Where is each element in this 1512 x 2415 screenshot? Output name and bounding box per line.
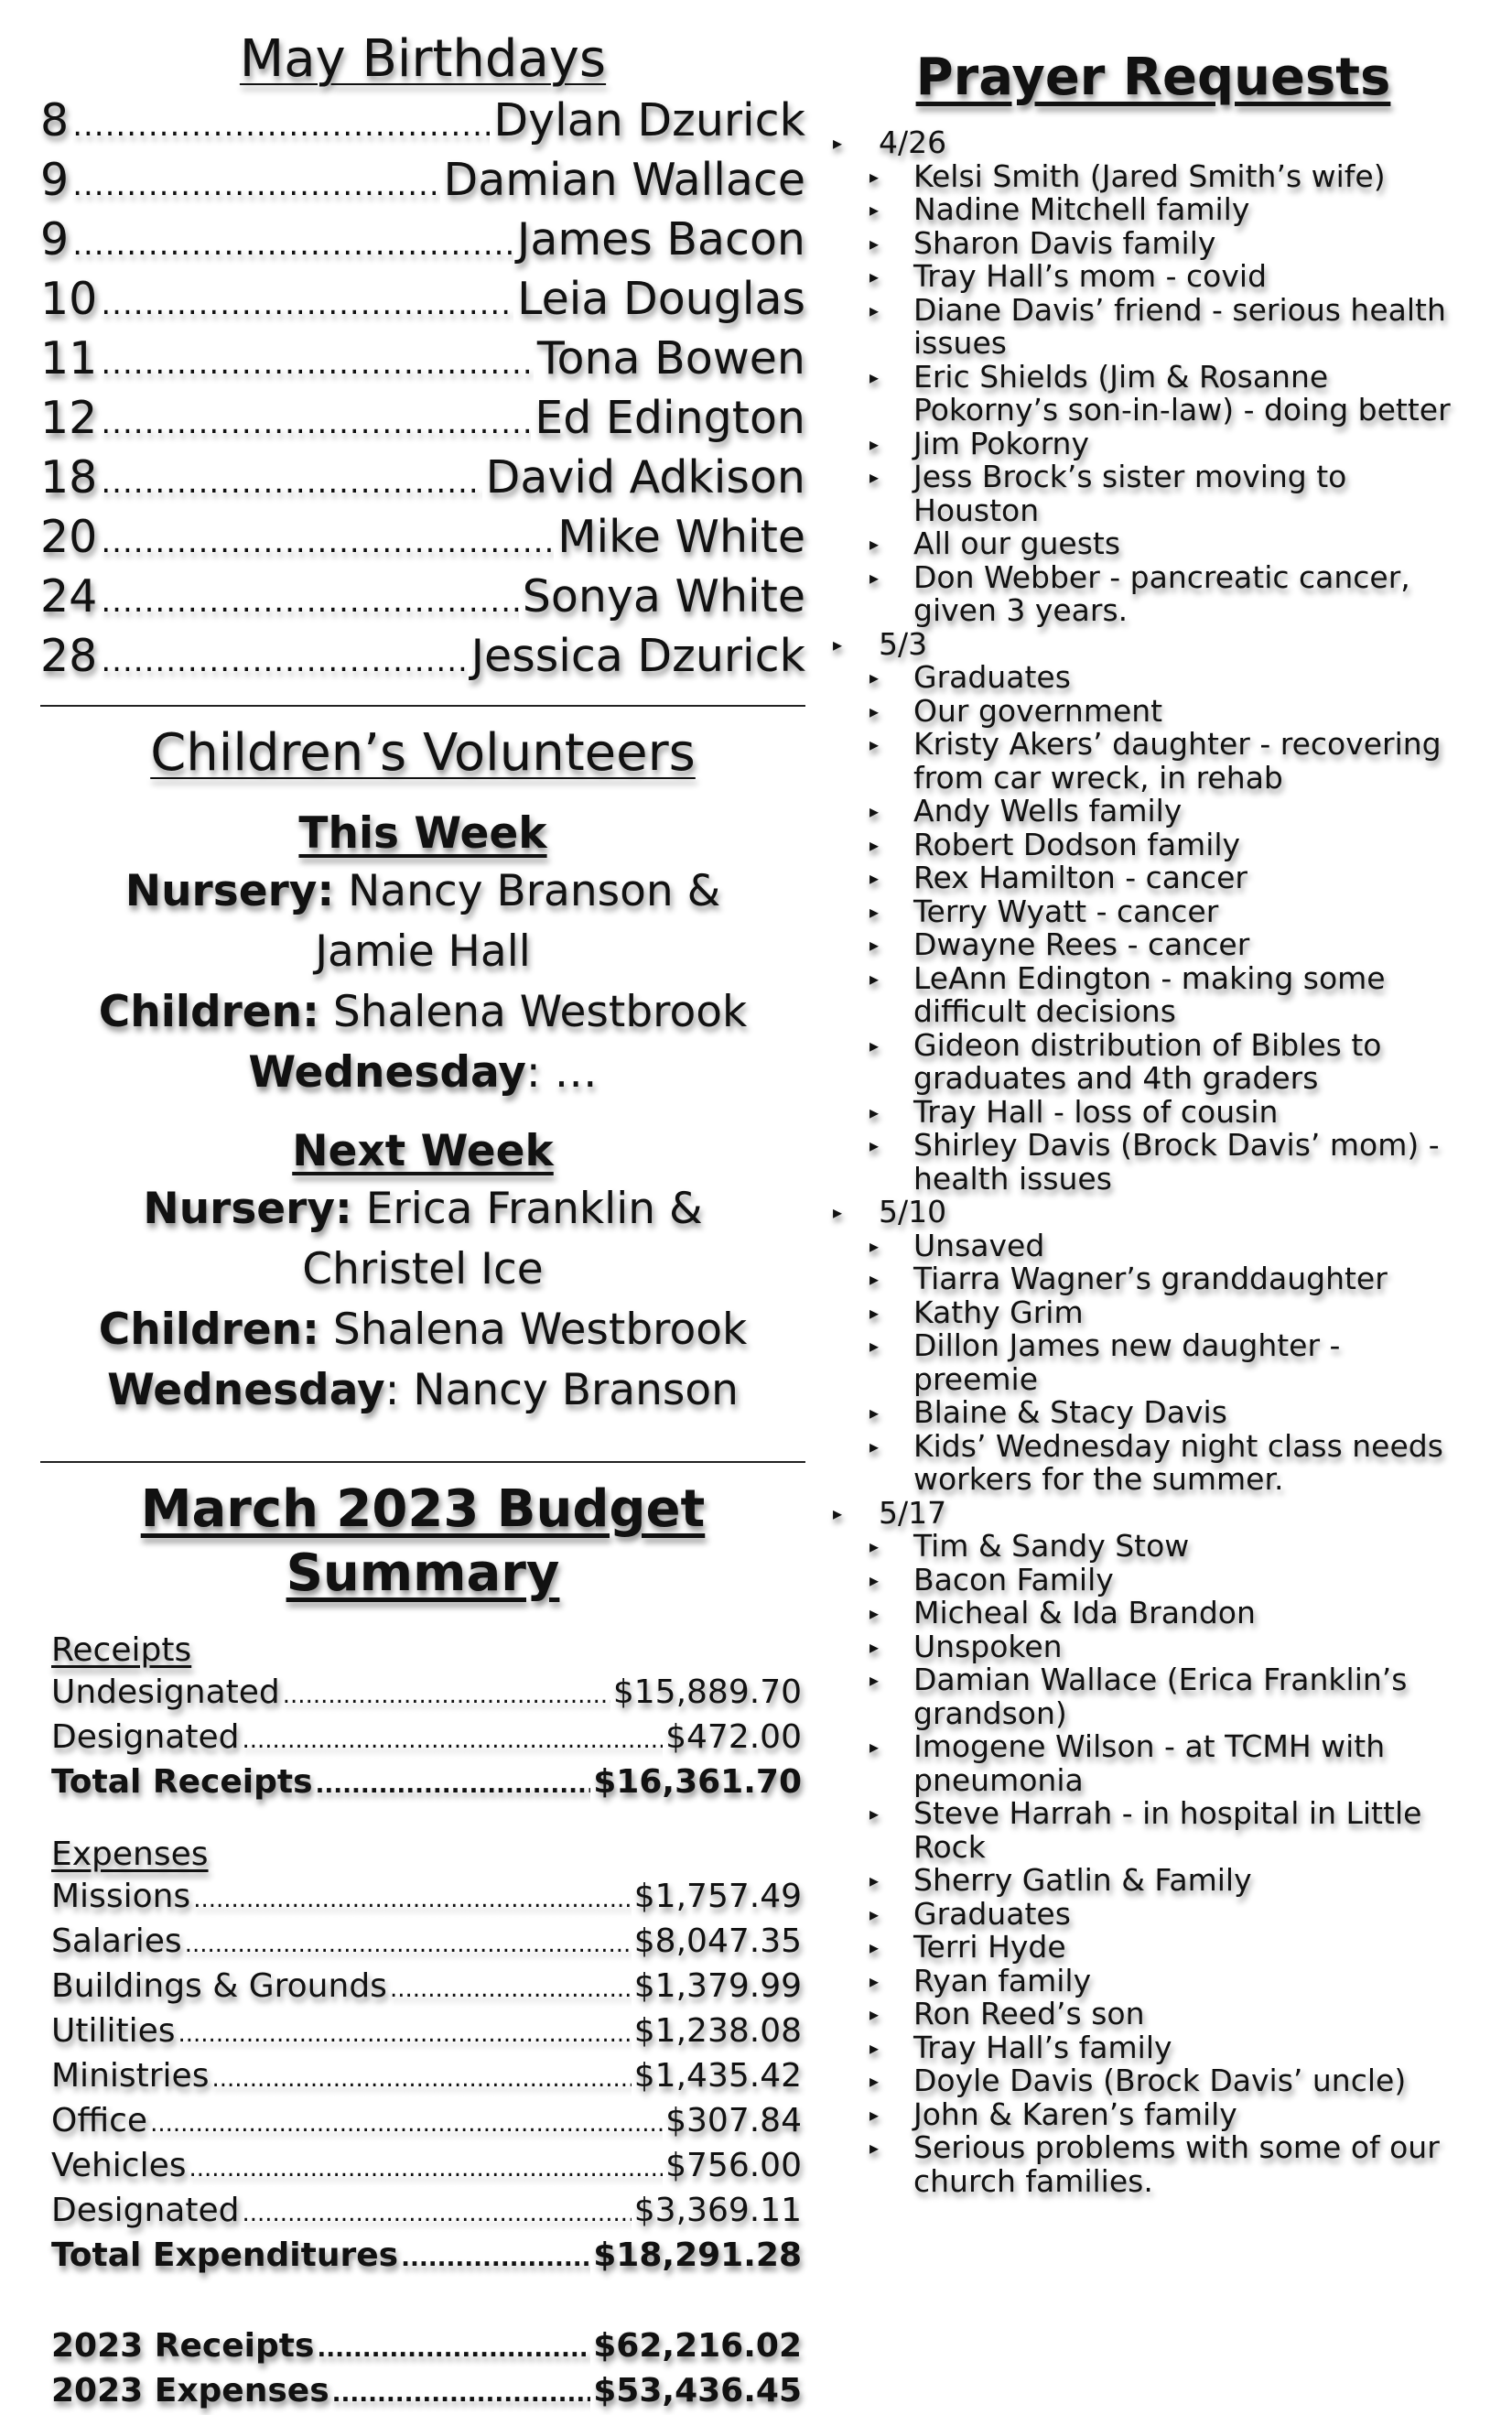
total-expenditures-row xyxy=(51,2235,802,2280)
birthday-row xyxy=(40,212,805,272)
birthday-row xyxy=(40,272,805,331)
birthday-day: 11 xyxy=(40,332,98,384)
children-label: Children: xyxy=(98,1305,319,1356)
volunteers-next-week xyxy=(40,1123,805,1421)
prayer-item: ▸ Robert Dodson family xyxy=(833,828,1474,862)
budget-value: $472.00 xyxy=(665,1718,802,1757)
prayer-item: ▸ Ryan family xyxy=(833,1965,1474,1998)
prayer-item: ▸ Terri Hyde xyxy=(833,1931,1474,1965)
budget-label: Salaries xyxy=(51,1922,182,1961)
budget-row xyxy=(51,1716,802,1761)
children-value: Shalena Westbrook xyxy=(319,1305,748,1356)
budget-value: $756.00 xyxy=(665,2147,802,2185)
prayer-item: ▸ Don Webber - pancreatic cancer, given 3 years. xyxy=(833,561,1474,628)
birthday-row xyxy=(40,450,805,510)
budget-label: 2023 Receipts xyxy=(51,2327,315,2366)
receipts-heading: Receipts xyxy=(51,1631,192,1670)
budget-value: $8,047.35 xyxy=(633,1922,802,1961)
dot-leader xyxy=(316,1765,591,1806)
birthdays-title: May Birthdays xyxy=(239,29,607,89)
ytd-receipts-row xyxy=(51,2325,802,2370)
dot-leader xyxy=(72,217,513,272)
budget-value: $53,436.45 xyxy=(593,2372,802,2410)
prayer-item: ▸ Eric Shields (Jim & Rosanne Pokorny’s son-in-law) - doing better xyxy=(833,361,1474,428)
prayer-item: ▸ Unspoken xyxy=(833,1630,1474,1664)
birthday-name: Tona Bowen xyxy=(536,332,805,384)
prayer-item: ▸ Kelsi Smith (Jared Smith’s wife) xyxy=(833,160,1474,194)
budget-row xyxy=(51,1876,802,1921)
dot-leader xyxy=(189,2149,664,2190)
budget-value: $1,435.42 xyxy=(633,2057,802,2096)
birthday-row xyxy=(40,93,805,153)
dot-leader xyxy=(72,157,439,212)
birthday-name: Leia Douglas xyxy=(517,273,805,325)
nursery-line-2: Jamie Hall xyxy=(315,926,531,978)
budget-value: $307.84 xyxy=(665,2102,802,2140)
birthday-row xyxy=(40,629,805,688)
budget-value: $62,216.02 xyxy=(593,2327,802,2366)
budget-row xyxy=(51,2145,802,2190)
dot-leader xyxy=(211,2059,631,2100)
birthday-row xyxy=(40,153,805,212)
budget-label: Ministries xyxy=(51,2057,210,2096)
budget-label: Total Expenditures xyxy=(51,2236,399,2275)
budget-value: $3,369.11 xyxy=(633,2192,802,2230)
birthday-name: Ed Edington xyxy=(535,392,805,444)
prayer-item: ▸ Imogene Wilson - at TCMH with pneumonia xyxy=(833,1730,1474,1797)
prayer-item: ▸ All our guests xyxy=(833,527,1474,561)
prayer-item: ▸ Unsaved xyxy=(833,1229,1474,1263)
budget-value: $18,291.28 xyxy=(593,2236,802,2275)
next-week-heading: Next Week xyxy=(292,1126,554,1177)
birthday-name: Damian Wallace xyxy=(443,154,805,206)
budget-value: $15,889.70 xyxy=(612,1673,802,1712)
dot-leader xyxy=(101,455,481,510)
prayer-item: ▸ Rex Hamilton - cancer xyxy=(833,861,1474,895)
wednesday-line xyxy=(40,1360,805,1421)
dot-leader xyxy=(401,2238,590,2280)
children-line xyxy=(40,982,805,1043)
this-week-heading: This Week xyxy=(298,808,547,859)
dot-leader xyxy=(101,574,518,629)
budget-label: Buildings & Grounds xyxy=(51,1967,387,2006)
budget-row xyxy=(51,1966,802,2010)
dot-leader xyxy=(193,1879,632,1921)
prayer-item: ▸ Our government xyxy=(833,695,1474,729)
children-line xyxy=(40,1300,805,1360)
total-receipts-row xyxy=(51,1761,802,1806)
prayer-item: ▸ Tiarra Wagner’s granddaughter xyxy=(833,1262,1474,1296)
nursery-line xyxy=(40,861,805,922)
prayer-title: Prayer Requests xyxy=(915,48,1391,107)
wednesday-value: : Nancy Branson xyxy=(384,1365,739,1416)
budget-label: Undesignated xyxy=(51,1673,280,1712)
dot-leader xyxy=(101,634,467,688)
nursery-label: Nursery: xyxy=(143,1184,352,1235)
prayer-list xyxy=(833,126,1474,2198)
dot-leader xyxy=(178,2014,632,2055)
budget-label: Utilities xyxy=(51,2012,176,2051)
budget-value: $1,238.08 xyxy=(633,2012,802,2051)
birthday-day: 9 xyxy=(40,213,70,265)
prayer-item: ▸ Jess Brock’s sister moving to Houston xyxy=(833,460,1474,527)
prayer-item: ▸ Graduates xyxy=(833,661,1474,695)
birthday-day: 10 xyxy=(40,273,98,325)
wednesday-value: : … xyxy=(525,1047,598,1099)
children-label: Children: xyxy=(98,987,319,1038)
prayer-item: ▸ Kids’ Wednesday night class needs workers for the summer. xyxy=(833,1430,1474,1497)
nursery-line-2: Christel Ice xyxy=(302,1244,544,1295)
dot-leader xyxy=(101,276,513,331)
prayer-date: ▸ 5/17 xyxy=(833,1497,1474,1531)
children-value: Shalena Westbrook xyxy=(319,987,748,1038)
dot-leader xyxy=(242,2193,631,2235)
birthday-day: 12 xyxy=(40,392,98,444)
birthday-name: Jessica Dzurick xyxy=(470,630,805,682)
dot-leader xyxy=(317,2329,590,2370)
budget-label: 2023 Expenses xyxy=(51,2372,329,2410)
prayer-item: ▸ Tray Hall’s family xyxy=(833,2031,1474,2065)
budget-label: Office xyxy=(51,2102,148,2140)
prayer-item: ▸ Dwayne Rees - cancer xyxy=(833,928,1474,962)
budget-label: Total Receipts xyxy=(51,1763,313,1802)
wednesday-label: Wednesday xyxy=(107,1365,385,1416)
birthday-day: 18 xyxy=(40,451,98,504)
dot-leader xyxy=(101,514,554,569)
dot-leader xyxy=(72,98,490,153)
prayer-item: ▸ Ron Reed’s son xyxy=(833,1998,1474,2031)
birthday-name: James Bacon xyxy=(516,213,805,265)
birthday-name: Dylan Dzurick xyxy=(493,94,805,146)
budget-row xyxy=(51,2100,802,2145)
prayer-item: ▸ Sherry Gatlin & Family xyxy=(833,1864,1474,1898)
birthday-name: David Adkison xyxy=(485,451,805,504)
budget-row xyxy=(51,2190,802,2235)
budget-row xyxy=(51,1921,802,1966)
volunteers-title: Children’s Volunteers xyxy=(150,723,696,783)
section-divider xyxy=(40,1461,805,1463)
birthday-row xyxy=(40,391,805,450)
prayer-item: ▸ Doyle Davis (Brock Davis’ uncle) xyxy=(833,2064,1474,2098)
budget-title: March 2023 Budget Summary xyxy=(140,1479,706,1604)
budget-label: Designated xyxy=(51,1718,240,1757)
prayer-item: ▸ Micheal & Ida Brandon xyxy=(833,1597,1474,1630)
dot-leader xyxy=(332,2374,591,2415)
prayer-item: ▸ Damian Wallace (Erica Franklin’s grandson) xyxy=(833,1663,1474,1730)
budget-value: $1,379.99 xyxy=(633,1967,802,2006)
birthday-list xyxy=(40,93,805,688)
budget-label: Designated xyxy=(51,2192,240,2230)
budget-row xyxy=(51,2010,802,2055)
wednesday-line xyxy=(40,1043,805,1103)
prayer-item: ▸ Graduates xyxy=(833,1898,1474,1932)
birthday-name: Mike White xyxy=(557,511,805,563)
prayer-item: ▸ Sharon Davis family xyxy=(833,227,1474,261)
right-column xyxy=(833,46,1474,2198)
nursery-value: Nancy Branson & xyxy=(334,866,721,917)
nursery-line xyxy=(40,1179,805,1240)
prayer-item: ▸ John & Karen’s family xyxy=(833,2098,1474,2132)
nursery-label: Nursery: xyxy=(124,866,335,917)
prayer-item: ▸ Tim & Sandy Stow xyxy=(833,1530,1474,1564)
birthday-day: 20 xyxy=(40,511,98,563)
dot-leader xyxy=(101,336,534,391)
birthday-day: 8 xyxy=(40,94,70,146)
prayer-item: ▸ Jim Pokorny xyxy=(833,428,1474,461)
prayer-item: ▸ Kathy Grim xyxy=(833,1296,1474,1330)
expenses-heading: Expenses xyxy=(51,1836,209,1874)
dot-leader xyxy=(101,395,531,450)
birthday-day: 9 xyxy=(40,154,70,206)
prayer-item: ▸ Diane Davis’ friend - serious health issues xyxy=(833,294,1474,361)
prayer-item: ▸ Nadine Mitchell family xyxy=(833,193,1474,227)
prayer-item: ▸ Terry Wyatt - cancer xyxy=(833,895,1474,929)
prayer-item: ▸ Andy Wells family xyxy=(833,795,1474,828)
prayer-item: ▸ Serious problems with some of our church families. xyxy=(833,2131,1474,2198)
birthday-day: 28 xyxy=(40,630,98,682)
ytd-expenses-row xyxy=(51,2370,802,2415)
prayer-item: ▸ Kristy Akers’ daughter - recovering from car wreck, in rehab xyxy=(833,728,1474,795)
dot-leader xyxy=(390,1969,632,2010)
prayer-item: ▸ Gideon distribution of Bibles to graduates and 4th graders xyxy=(833,1029,1474,1096)
budget-label: Vehicles xyxy=(51,2147,187,2185)
birthday-row xyxy=(40,331,805,391)
prayer-item: ▸ Dillon James new daughter - preemie xyxy=(833,1329,1474,1396)
volunteers-this-week xyxy=(40,806,805,1103)
prayer-date: ▸ 4/26 xyxy=(833,126,1474,160)
left-column xyxy=(40,27,805,2415)
spacer xyxy=(40,2280,805,2325)
prayer-item: ▸ LeAnn Edington - making some difficult decisions xyxy=(833,962,1474,1029)
dot-leader xyxy=(150,2104,663,2145)
prayer-item: ▸ Tray Hall’s mom - covid xyxy=(833,260,1474,294)
prayer-item: ▸ Shirley Davis (Brock Davis’ mom) - health issues xyxy=(833,1129,1474,1196)
budget-row xyxy=(51,2055,802,2100)
dot-leader xyxy=(283,1675,610,1716)
spacer xyxy=(40,1806,805,1834)
budget-value: $1,757.49 xyxy=(633,1878,802,1916)
prayer-date: ▸ 5/10 xyxy=(833,1196,1474,1229)
prayer-item: ▸ Bacon Family xyxy=(833,1564,1474,1597)
prayer-item: ▸ Steve Harrah - in hospital in Little Rock xyxy=(833,1797,1474,1864)
section-divider xyxy=(40,705,805,707)
dot-leader xyxy=(185,1924,632,1966)
wednesday-label: Wednesday xyxy=(248,1047,526,1099)
prayer-date: ▸ 5/3 xyxy=(833,628,1474,662)
birthday-row xyxy=(40,569,805,629)
budget-label: Missions xyxy=(51,1878,191,1916)
birthday-name: Sonya White xyxy=(522,570,805,623)
budget-value: $16,361.70 xyxy=(593,1763,802,1802)
prayer-item: ▸ Tray Hall - loss of cousin xyxy=(833,1096,1474,1130)
budget-row xyxy=(51,1672,802,1716)
prayer-item: ▸ Blaine & Stacy Davis xyxy=(833,1396,1474,1430)
birthday-row xyxy=(40,510,805,569)
birthday-day: 24 xyxy=(40,570,98,623)
nursery-value: Erica Franklin & xyxy=(351,1184,703,1235)
dot-leader xyxy=(242,1720,663,1761)
